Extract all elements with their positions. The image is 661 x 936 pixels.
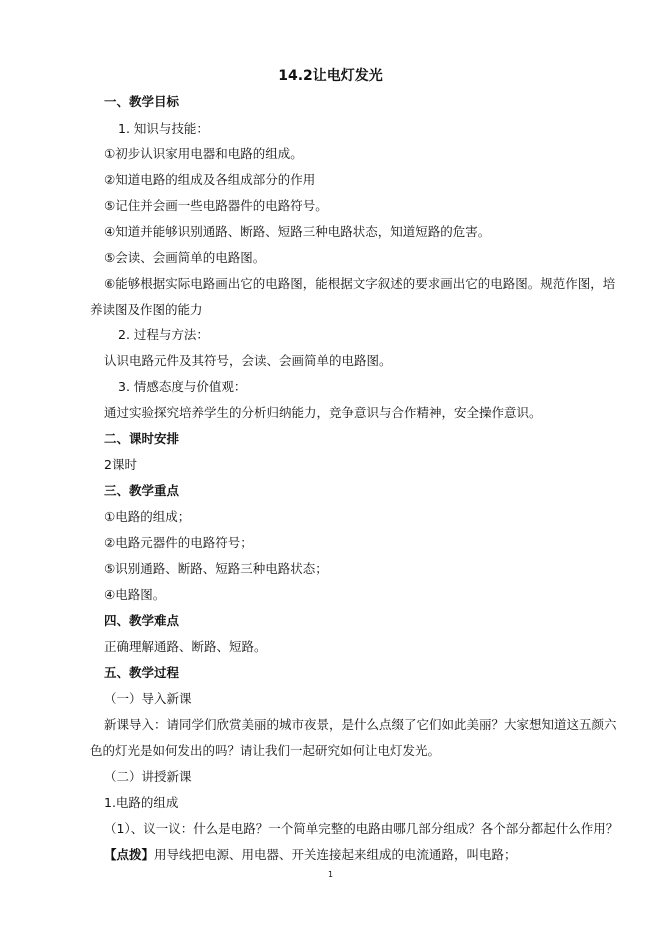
- section-heading-key-points: 三、教学重点: [104, 483, 180, 498]
- page-number: 1: [327, 870, 334, 879]
- section-heading-schedule: 二、课时安排: [104, 431, 180, 446]
- text-line: ④电路图。: [104, 587, 166, 602]
- subheading-new-lesson: （二）讲授新课: [104, 769, 192, 784]
- subheading-process-methods: 2. 过程与方法：: [118, 327, 209, 342]
- section-heading-difficulties: 四、教学难点: [104, 613, 180, 628]
- text-line: ⑥能够根据实际电路画出它的电路图，能根据文字叙述的要求画出它的电路图。规范作图，培: [104, 276, 616, 291]
- text-line: ①初步认识家用电器和电路的组成。: [104, 146, 303, 161]
- subheading-circuit-composition: 1.电路的组成: [104, 795, 179, 810]
- text-line: 通过实验探究培养学生的分析归纳能力，竞争意识与合作精神，安全操作意识。: [104, 405, 542, 420]
- text-line: ④知道并能够识别通路、断路、短路三种电路状态，知道短路的危害。: [104, 224, 491, 239]
- hint-tag: 【点拨】: [104, 847, 155, 862]
- text-line: 正确理解通路、断路、短路。: [104, 639, 267, 654]
- section-heading-process: 五、教学过程: [104, 665, 180, 680]
- hint-text: 用导线把电源、用电器、开关连接起来组成的电流通路，叫电路；: [154, 847, 517, 862]
- text-line: ⑤记住并会画一些电路器件的电路符号。: [104, 198, 328, 213]
- text-line: 新课导入：请同学们欣赏美丽的城市夜景，是什么点缀了它们如此美丽？大家想知道这五颜六: [104, 717, 617, 732]
- text-line: ②知道电路的组成及各组成部分的作用: [104, 172, 316, 187]
- subheading-knowledge-skills: 1. 知识与技能：: [118, 121, 209, 136]
- section-heading-objectives: 一、教学目标: [104, 94, 180, 109]
- text-line-continuation: 色的灯光是如何发出的吗？请让我们一起研究如何让电灯发光。: [90, 743, 441, 758]
- text-line: 认识电路元件及其符号，会读、会画简单的电路图。: [104, 353, 392, 368]
- text-line-hint: [104, 846, 581, 864]
- text-line: ⑤识别通路、断路、短路三种电路状态；: [104, 561, 328, 576]
- subheading-attitudes-values: 3. 情感态度与价值观：: [118, 379, 247, 394]
- text-line: ⑤会读、会画简单的电路图。: [104, 250, 266, 265]
- text-line: （1）、议一议：什么是电路？一个简单完整的电路由哪几部分组成？各个部分都起什么作用？: [104, 821, 619, 836]
- text-line: ①电路的组成；: [104, 509, 191, 524]
- page-title: 14.2让电灯发光: [278, 68, 383, 84]
- subheading-introduction: （一）导入新课: [104, 691, 192, 706]
- text-line: 2课时: [104, 457, 137, 472]
- text-line-continuation: 养读图及作图的能力: [90, 302, 203, 317]
- text-line: ②电路元器件的电路符号；: [104, 535, 253, 550]
